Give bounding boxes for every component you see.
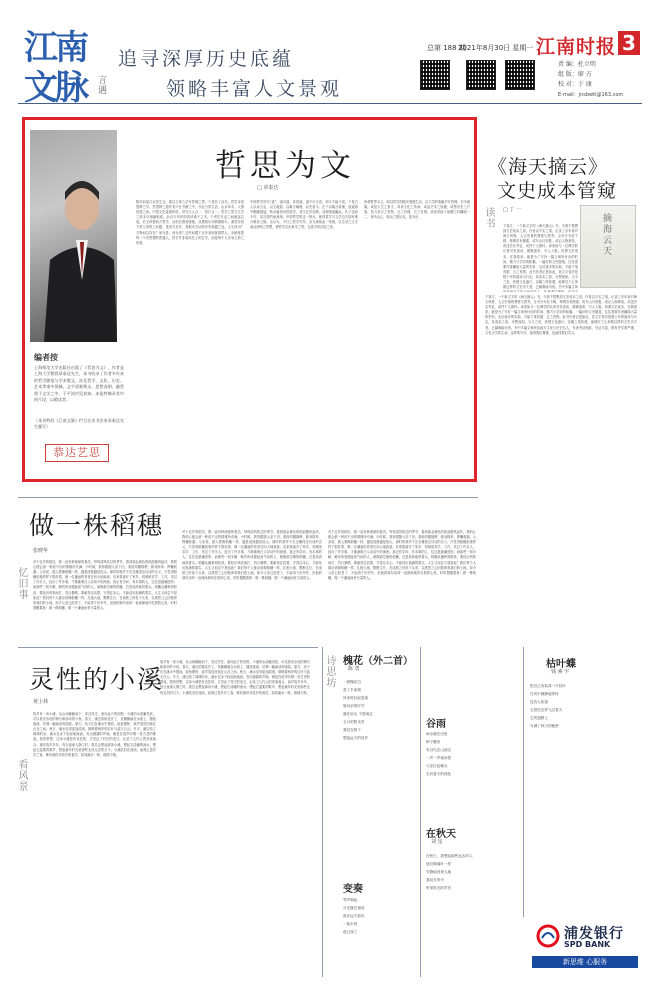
seal-stamp: 恭达艺思	[45, 444, 109, 462]
section-divider-2	[18, 647, 318, 648]
poem-4-title: 变奏	[343, 884, 363, 895]
poem-5-lines	[530, 682, 638, 730]
section2-column-3: 对于农乡的稻田，我一直有种深深的眷恋。每每清风吹过的季节，看到那金黄色的稻浪随风起伏，我的心便会被一种说不出的情愫所充满。小时候，我常跟随父亲下田，看他弯腰插秧、俯身除草、挥镰收割。父亲说，做人要像稻穗一样，越是成熟越是低头。那时的我并不完全懂得这句话的含义，只觉得稻穗低垂的样子很好看，像一位谦逊的老者在向大地致意。后来我离开了家乡，到城里求学、工作，见过了许多人，经历了许多事，才渐渐明白父亲话中的深意。真正有学问、有本事的人，往往是最谦虚的；而那些一知半解、略有所成便趾高气扬的人，就像那空瘪的稻穗，总是高高地昂着头。稻穗从播种到收获，要经历风吹雨打、烈日暴晒，要耐得住寂寞，守得住本心，才能结出饱满的果实。人生又何尝不是如此？我们每个人都应该像稻穗一样，扎根大地，默默生长，在成熟之时低下头来，以感恩之心回报养育我们的土地。如今父亲已经老了，不能再下田劳作，但他的那句话却一直深深地印在我的心里，时时提醒着我：做一株稻穗，做一个谦逊而有分量的人。	[328, 530, 476, 580]
email-line: E-mail：jnsbwtl@163.com	[558, 92, 624, 98]
poem-line: 香了半条街	[343, 688, 361, 692]
poem-line: 父亲扛起锄头	[426, 764, 448, 768]
poem-3-title: 在秋天	[426, 829, 456, 840]
editor-credits	[558, 60, 623, 100]
feature-body-column-2: 中国哲学讲究“道”，道可道，非常道。道不可言说，却又不能不说。于是古人以诗言志，以文载道，以寓言喻理，以史鉴今。庄子以寓言说理，逍遥游中鲲鹏展翅，秋水篇里河伯望洋，其文汪洋恣肆，其理深邃幽远。孔子述而不作，其言简约而意深。中国哲学的这一特点，使得哲学与文学自古即有难分难舍之缘。余以为，今日之哲学写作，亦当承续此一传统，以生动之文字表达深刻之思想，使哲学走出象牙之塔，走进寻常百姓之家。	[250, 200, 358, 230]
brand-bottom: 文脉	[24, 68, 86, 108]
slogan-line-1: 追寻深厚历史底蕴	[118, 48, 295, 70]
qr-code-left	[420, 60, 450, 90]
caption-text: 上海师范大学出版社出版了《哲思为文》，作者是上海大学教授章泰达先生，本书收录了作者多年来的哲学随笔与学术散文，涉及哲学、文化、历史、艺术等诸多领域。文字清新隽永，思想深刻，融哲理于文学之中，于平淡中见真知。本报特摘录其中的片段，以飨读者。	[34, 365, 124, 403]
poem-line: 像母亲的叮咛	[343, 704, 365, 708]
book-cover	[580, 205, 636, 288]
brand-sub: 言遇	[98, 76, 108, 96]
poem-line: 听见时光的声音	[426, 886, 452, 890]
masthead-divider	[18, 103, 642, 104]
issue-number: 总第 188 期	[427, 44, 466, 52]
page-number: 3	[618, 31, 640, 55]
poems-divider-right	[523, 647, 524, 917]
section3-side-label: 看风景	[18, 760, 29, 793]
poem-line: 种子醒来	[426, 740, 441, 744]
section2-title: 做一株稻穗	[29, 511, 165, 540]
review-author: □ 丁 一	[503, 207, 521, 213]
bank-ad	[530, 920, 640, 975]
poem-3-author: 刘 星	[431, 839, 443, 845]
paper-name: 江南时报	[536, 36, 617, 58]
poem-line: 他们像落叶一样	[426, 862, 452, 866]
poems-side-label: 诗思坊	[326, 656, 337, 689]
poem-line: 它曾经怎样飞过春天	[530, 708, 563, 712]
poem-5-author: 钱 素 宇	[551, 669, 570, 675]
section-divider-1	[18, 497, 478, 498]
caption-note: （本刊特约《江南文脉》栏目名由书法家章泰达先生题写）	[34, 418, 124, 430]
poem-line: 谁在远方低吟	[343, 914, 365, 918]
feature-body-column-1: 数年前某日余忽生念，欲以文章之法写哲理之思，于是有了此书。哲学本是思辨之学，然思辨之道并非只在书斋之中，亦在日常生活、山水草木、人情世故之间。中国文化素重体悟，讲究天人合一、知行合一，哲学之思与文学之美本可相融相成。余自少年时即喜读诸子之书，于老庄孔孟之间流连忘返，后又涉猎西方哲学，从柏拉图到康德，从黑格尔到海德格尔，渐觉东西方哲人所思之问题，虽形式各异，其根本关切却多有相通之处。人生何为？万物何以存在？何为善，何为美？这些问题千百年来困扰着哲人，亦困扰着每一个有思想的普通人。哲学并非高高在上的玄学，而是每个人安身立命之所需。	[136, 200, 244, 245]
slogan-line-2: 领略丰富人文景观	[166, 78, 343, 100]
poem-line: 落在肩头 不愿离去	[343, 712, 373, 716]
poem-1-lines	[343, 678, 399, 742]
poem-line: 我站在树下	[343, 728, 361, 732]
proof-line: 校 对：于 康	[558, 81, 592, 88]
feature-author: □ 章泰达	[257, 185, 279, 191]
review-side-label: 读书	[485, 208, 496, 230]
portrait-illustration	[30, 130, 117, 342]
section3-title: 灵性的小溪	[29, 665, 165, 694]
bank-tagline: 新思维 心服务	[532, 956, 638, 968]
poem-line: 在风中静静地等待	[530, 692, 559, 696]
brand-top: 江南	[24, 28, 86, 68]
poem-line: 没有人知道	[530, 700, 548, 704]
masthead	[0, 0, 657, 108]
issue-date: 2021年8月30日 星期一	[458, 44, 534, 52]
poem-line: 把自己伪装成一片枯叶	[530, 684, 566, 688]
design-line: 组 版：廖 方	[558, 71, 592, 78]
poem-line: 夜已深了	[343, 930, 358, 934]
review-body-lower: 下笔方，一个新文字的《海天摘云》书，令我不禁想到文史成本之说。作者以平实之笔，记录了多年来对海天风物、人文史事的观察与思考。全书分为若干辑，每辑各有侧重，或写山川形胜，或记人物掌故，或述史实考证，或抒个人情怀。读来如与一位博学的长者对坐清谈，娓娓道来，引人入胜。所谓文史成本，在我看来，就是为了写好一篇文章所付出的时间、精力与学识的积累。一篇好的文史随笔，往往需要作者翻阅大量的史料，走访诸多的实地，方能下笔有据、言之有物。此书作者正是如此，其文字背后是数十年的阅读与行走，其成本之高，可想而知。当今之世，快餐文化盛行，浮躁之风弥漫，能够沉下心来做这样的文史功夫者，已属难能可贵。书中多篇文章涉及地方文化与历史名人，作者考证细致，引证丰富，既有史学的严谨，又有文学的生动。这样的写作，值得我们尊重，也值得我们学习。	[485, 295, 637, 335]
poem-line: 琴声响起	[343, 898, 358, 902]
poem-line: 写满了秋天的秘密	[530, 724, 559, 728]
section2-author: 张晓华	[33, 548, 49, 554]
poem-line: 一声一声地叫着	[426, 756, 452, 760]
bank-logo-icon	[536, 924, 560, 948]
poem-line: 五月的阳光里	[343, 720, 365, 724]
poem-line: 一树槐花白	[343, 680, 361, 684]
caption-title: 编者按	[34, 352, 58, 362]
poem-1-title: 槐花（外二首）	[343, 656, 413, 667]
poem-line: 月光落在窗前	[343, 906, 365, 910]
book-cover-title: 摘海云天	[603, 214, 613, 257]
poem-2-lines	[426, 730, 518, 778]
section3-column-2: 故乡有一条小溪，从山间蜿蜒而下，穿过村庄，流向远方的田野。小溪的水清澈见底，可以看见水底的卵石和游动的小鱼。春天，溪边的桃花开了，花瓣飘落在水面上，随波逐流，仿佛一幅流动的画卷。夏天，孩子们在溪水中嬉戏，捉鱼摸虾，欢声笑语回荡在山谷之间。秋天，溪水变得更加清冽，倒映着两岸的红叶与蓝天白云。冬天，溪边结了薄薄的冰，溪水在冰下轻轻地流淌，发出潺潺的声响，像是在低声吟唱一首古老的歌谣。我常常想，这条小溪是有灵性的，它见证了村庄的变迁，记录了几代人的悲欢离合。离开故乡多年，每当夜深人静之时，我总会想起那条小溪，想起它清澈的流水，想起它温柔的歌声，想起童年时光里那些无忧无虑的日子。小溪依旧在流淌，而我已是异乡之客，唯有那份对故乡的眷恋，如同溪水一般，绵绵不绝。	[160, 660, 310, 695]
section3-author: 黄士林	[33, 699, 49, 705]
poem-1-author: 陈 勇	[348, 666, 360, 672]
review-title-1: 《海天摘云》	[488, 156, 609, 178]
review-body: 下笔方，一个新文字的《海天摘云》书，令我不禁想到文史成本之说。作者以平实之笔，记录了多年来对海天风物、人文史事的观察与思考。全书分为若干辑，每辑各有侧重，或写山川形胜，或记人物掌故，或述史实考证，或抒个人情怀。读来如与一位博学的长者对坐清谈，娓娓道来，引人入胜。所谓文史成本，在我看来，就是为了写好一篇文章所付出的时间、精力与学识的积累。一篇好的文史随笔，往往需要作者翻阅大量的史料，走访诸多的实地，方能下笔有据、言之有物。此书作者正是如此，其文字背后是数十年的阅读与行走，其成本之高，可想而知。当今之世，快餐文化盛行，浮躁之风弥漫，能够沉下心来做这样的文史功夫者，已属难能可贵。书中多篇文章	[503, 224, 578, 290]
poem-line: 走向春天的深处	[426, 772, 452, 776]
poem-5-title: 枯叶蝶	[546, 659, 576, 670]
poems-divider-left	[322, 647, 323, 977]
poem-2-title: 谷雨	[426, 719, 446, 730]
poem-line: 它的翅膀上	[530, 716, 548, 720]
poem-line: 想起远方的故乡	[343, 736, 369, 740]
qr-code-right	[505, 60, 535, 90]
feature-body-column-3: 所谓哲思为文，即以哲学的眼光观照生活，以文学的笔触书写哲理。书中诸篇，或论人生之意义，或谈文化之传承，或品艺术之妙趣，或思历史之兴衰，皆力求言之有物，言之有理，言之有情。读者若能于闲暇之时翻阅一二，有所会心，则余之愿足矣。是为序。	[364, 200, 470, 220]
section3-column-1: 故乡有一条小溪，从山间蜿蜒而下，穿过村庄，流向远方的田野。小溪的水清澈见底，可以看见水底的卵石和游动的小鱼。春天，溪边的桃花开了，花瓣飘落在水面上，随波逐流，仿佛一幅流动的画卷。夏天，孩子们在溪水中嬉戏，捉鱼摸虾，欢声笑语回荡在山谷之间。秋天，溪水变得更加清冽，倒映着两岸的红叶与蓝天白云。冬天，溪边结了薄薄的冰，溪水在冰下轻轻地流淌，发出潺潺的声响，像是在低声吟唱一首古老的歌谣。我常常想，这条小溪是有灵性的，它见证了村庄的变迁，记录了几代人的悲欢离合。离开故乡多年，每当夜深人静之时，我总会想起那条小溪，想起它清澈的流水，想起它温柔的歌声，想起童年时光里那些无忧无虑的日子。小溪依旧在流淌，而我已是异乡之客，唯有那份对故乡的眷恋，如同溪水一般，绵绵不绝。	[33, 712, 156, 757]
section2-side-label: 忆旧事	[18, 568, 29, 601]
poem-line: 雨水落在田里	[426, 732, 448, 736]
review-title-2: 文史成本管窥	[497, 180, 618, 202]
section2-column-1: 对于农乡的稻田，我一直有种深深的眷恋。每每清风吹过的季节，看到那金黄色的稻浪随风起伏，我的心便会被一种说不出的情愫所充满。小时候，我常跟随父亲下田，看他弯腰插秧、俯身除草、挥镰收割。父亲说，做人要像稻穗一样，越是成熟越是低头。那时的我并不完全懂得这句话的含义，只觉得稻穗低垂的样子很好看，像一位谦逊的老者在向大地致意。后来我离开了家乡，到城里求学、工作，见过了许多人，经历了许多事，才渐渐明白父亲话中的深意。真正有学问、有本事的人，往往是最谦虚的；而那些一知半解、略有所成便趾高气扬的人，就像那空瘪的稻穗，总是高高地昂着头。稻穗从播种到收获，要经历风吹雨打、烈日暴晒，要耐得住寂寞，守得住本心，才能结出饱满的果实。人生又何尝不是如此？我们每个人都应该像稻穗一样，扎根大地，默默生长，在成熟之时低下头来，以感恩之心回报养育我们的土地。如今父亲已经老了，不能再下田劳作，但他的那句话却一直深深地印在我的心里，时时提醒着我：做一株稻穗，做一个谦逊而有分量的人。	[33, 560, 177, 610]
qr-code-middle	[466, 60, 496, 90]
poem-3-lines	[426, 852, 518, 892]
poem-line: 风来时轻轻摇曳	[343, 696, 369, 700]
section2-column-2: 对于农乡的稻田，我一直有种深深的眷恋。每每清风吹过的季节，看到那金黄色的稻浪随风起伏，我的心便会被一种说不出的情愫所充满。小时候，我常跟随父亲下田，看他弯腰插秧、俯身除草、挥镰收割。父亲说，做人要像稻穗一样，越是成熟越是低头。那时的我并不完全懂得这句话的含义，只觉得稻穗低垂的样子很好看，像一位谦逊的老者在向大地致意。后来我离开了家乡，到城里求学、工作，见过了许多人，经历了许多事，才渐渐明白父亲话中的深意。真正有学问、有本事的人，往往是最谦虚的；而那些一知半解、略有所成便趾高气扬的人，就像那空瘪的稻穗，总是高高地昂着头。稻穗从播种到收获，要经历风吹雨打、烈日暴晒，要耐得住寂寞，守得住本心，才能结出饱满的果实。人生又何尝不是如此？我们每个人都应该像稻穗一样，扎根大地，默默生长，在成熟之时低下头来，以感恩之心回报养育我们的土地。如今父亲已经老了，不能再下田劳作，但他的那句话却一直深深地印在我的心里，时时提醒着我：做一株稻穗，做一个谦逊而有分量的人。	[182, 530, 322, 580]
poem-line: 我站在风中	[426, 878, 444, 882]
poem-line: 在秋天，我想起那些远去的人	[426, 854, 473, 858]
editor-line: 责 编：杜立明	[558, 61, 596, 68]
poems-divider-mid	[420, 647, 421, 977]
bank-name-en: SPD BANK	[564, 940, 611, 949]
poem-4-lines	[343, 896, 399, 936]
poem-line: 一曲未终	[343, 922, 358, 926]
poem-line: 安静地回到大地	[426, 870, 452, 874]
author-photo	[30, 130, 117, 342]
bank-name-cn: 浦发银行	[564, 926, 624, 942]
poem-line: 布谷鸟在山那边	[426, 748, 452, 752]
feature-title: 哲思为文	[215, 148, 355, 184]
